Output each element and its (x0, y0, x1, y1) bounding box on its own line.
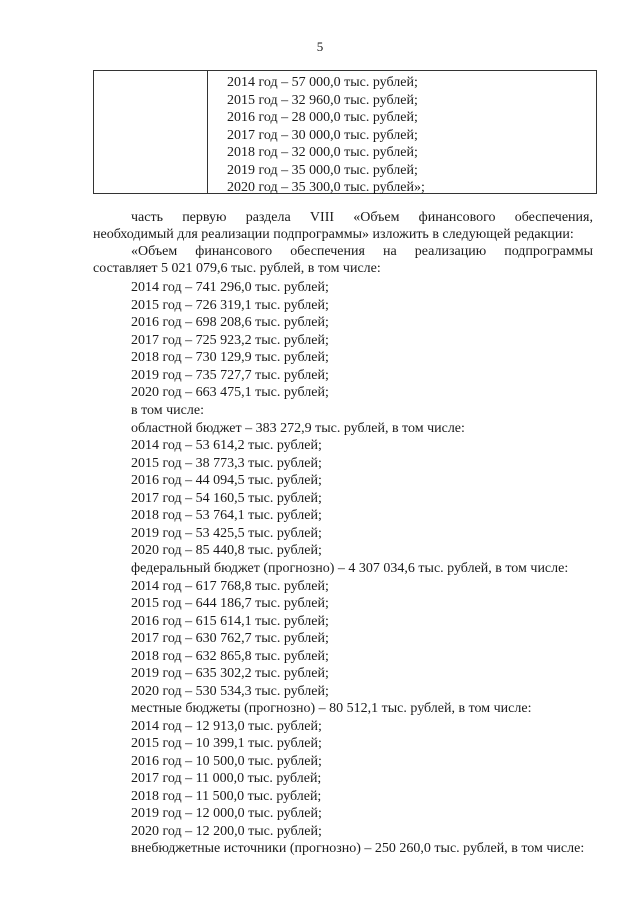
word: «Объем (353, 210, 400, 225)
federal-budget-header: федеральный бюджет (прогнозно) – 4 307 034,6 тыс. рублей, в том числе: (131, 561, 569, 576)
paragraph-2-line-1 (131, 243, 593, 260)
federal-year-line: 2018 год – 632 865,8 тыс. рублей; (131, 649, 329, 664)
federal-year-line: 2019 год – 635 302,2 тыс. рублей; (131, 666, 329, 681)
federal-year-line: 2015 год – 644 186,7 тыс. рублей; (131, 596, 329, 611)
extrabudgetary-header: внебюджетные источники (прогнозно) – 250 260,0 тыс. рублей, в том числе: (131, 841, 585, 856)
table-line: 2019 год – 35 000,0 тыс. рублей; (227, 162, 418, 178)
word: раздела (245, 210, 291, 225)
total-year-line: 2019 год – 735 727,7 тыс. рублей; (131, 368, 329, 383)
regional-year-line: 2016 год – 44 094,5 тыс. рублей; (131, 473, 322, 488)
local-year-line: 2015 год – 10 399,1 тыс. рублей; (131, 736, 322, 751)
table-line: 2017 год – 30 000,0 тыс. рублей; (227, 127, 418, 143)
total-year-line: 2016 год – 698 208,6 тыс. рублей; (131, 315, 329, 330)
regional-year-line: 2019 год – 53 425,5 тыс. рублей; (131, 526, 322, 541)
word: обеспечения, (514, 210, 593, 225)
funding-table (93, 70, 597, 194)
regional-year-line: 2020 год – 85 440,8 тыс. рублей; (131, 543, 322, 558)
regional-year-line: 2017 год – 54 160,5 тыс. рублей; (131, 491, 322, 506)
total-year-line: 2018 год – 730 129,9 тыс. рублей; (131, 350, 329, 365)
word: реализацию (414, 244, 487, 259)
federal-year-line: 2017 год – 630 762,7 тыс. рублей; (131, 631, 329, 646)
federal-year-line: 2016 год – 615 614,1 тыс. рублей; (131, 614, 329, 629)
total-year-line: 2015 год – 726 319,1 тыс. рублей; (131, 298, 329, 313)
local-year-line: 2019 год – 12 000,0 тыс. рублей; (131, 806, 322, 821)
table-line: 2015 год – 32 960,0 тыс. рублей; (227, 92, 418, 108)
total-year-line: 2017 год – 725 923,2 тыс. рублей; (131, 333, 329, 348)
table-column-divider (207, 71, 208, 193)
total-year-line: 2014 год – 741 296,0 тыс. рублей; (131, 280, 329, 295)
federal-year-line: 2014 год – 617 768,8 тыс. рублей; (131, 579, 329, 594)
regional-budget-header: областной бюджет – 383 272,9 тыс. рублей, в том числе: (131, 421, 465, 436)
paragraph-1-line-2: необходимый для реализации подпрограммы» изложить в следующей редакции: (93, 227, 574, 242)
word: первую (182, 210, 227, 225)
table-right-cell (227, 74, 425, 197)
regional-year-line: 2015 год – 38 773,3 тыс. рублей; (131, 456, 322, 471)
local-year-line: 2018 год – 11 500,0 тыс. рублей; (131, 789, 322, 804)
federal-year-line: 2020 год – 530 534,3 тыс. рублей; (131, 684, 329, 699)
table-line: 2016 год – 28 000,0 тыс. рублей; (227, 110, 418, 125)
regional-year-line: 2018 год – 53 764,1 тыс. рублей; (131, 508, 322, 523)
table-line: 2020 год – 35 300,0 тыс. рублей»; (227, 180, 425, 195)
word: часть (131, 210, 163, 225)
table-line: 2018 год – 32 000,0 тыс. рублей; (227, 145, 418, 160)
local-year-line: 2017 год – 11 000,0 тыс. рублей; (131, 771, 322, 786)
word: VIII (309, 210, 335, 225)
regional-year-line: 2014 год – 53 614,2 тыс. рублей; (131, 438, 322, 453)
word: «Объем (131, 244, 178, 259)
paragraph-2-line-2: составляет 5 021 079,6 тыс. рублей, в том числе: (93, 261, 381, 276)
page-number: 5 (316, 39, 324, 54)
local-year-line: 2014 год – 12 913,0 тыс. рублей; (131, 719, 322, 734)
local-year-line: 2016 год – 10 500,0 тыс. рублей; (131, 754, 322, 769)
total-year-line: 2020 год – 663 475,1 тыс. рублей; (131, 385, 329, 400)
table-line: 2014 год – 57 000,0 тыс. рублей; (227, 75, 418, 90)
paragraph-1-line-1 (131, 209, 593, 226)
word: обеспечения (290, 244, 365, 259)
including-label: в том числе: (131, 403, 204, 418)
local-budget-header: местные бюджеты (прогнозно) – 80 512,1 тыс. рублей, в том числе: (131, 701, 532, 716)
word: финансового (418, 210, 496, 225)
word: финансового (195, 244, 273, 259)
local-year-line: 2020 год – 12 200,0 тыс. рублей; (131, 824, 322, 839)
word: подпрограммы (504, 244, 593, 259)
word: на (383, 244, 397, 259)
